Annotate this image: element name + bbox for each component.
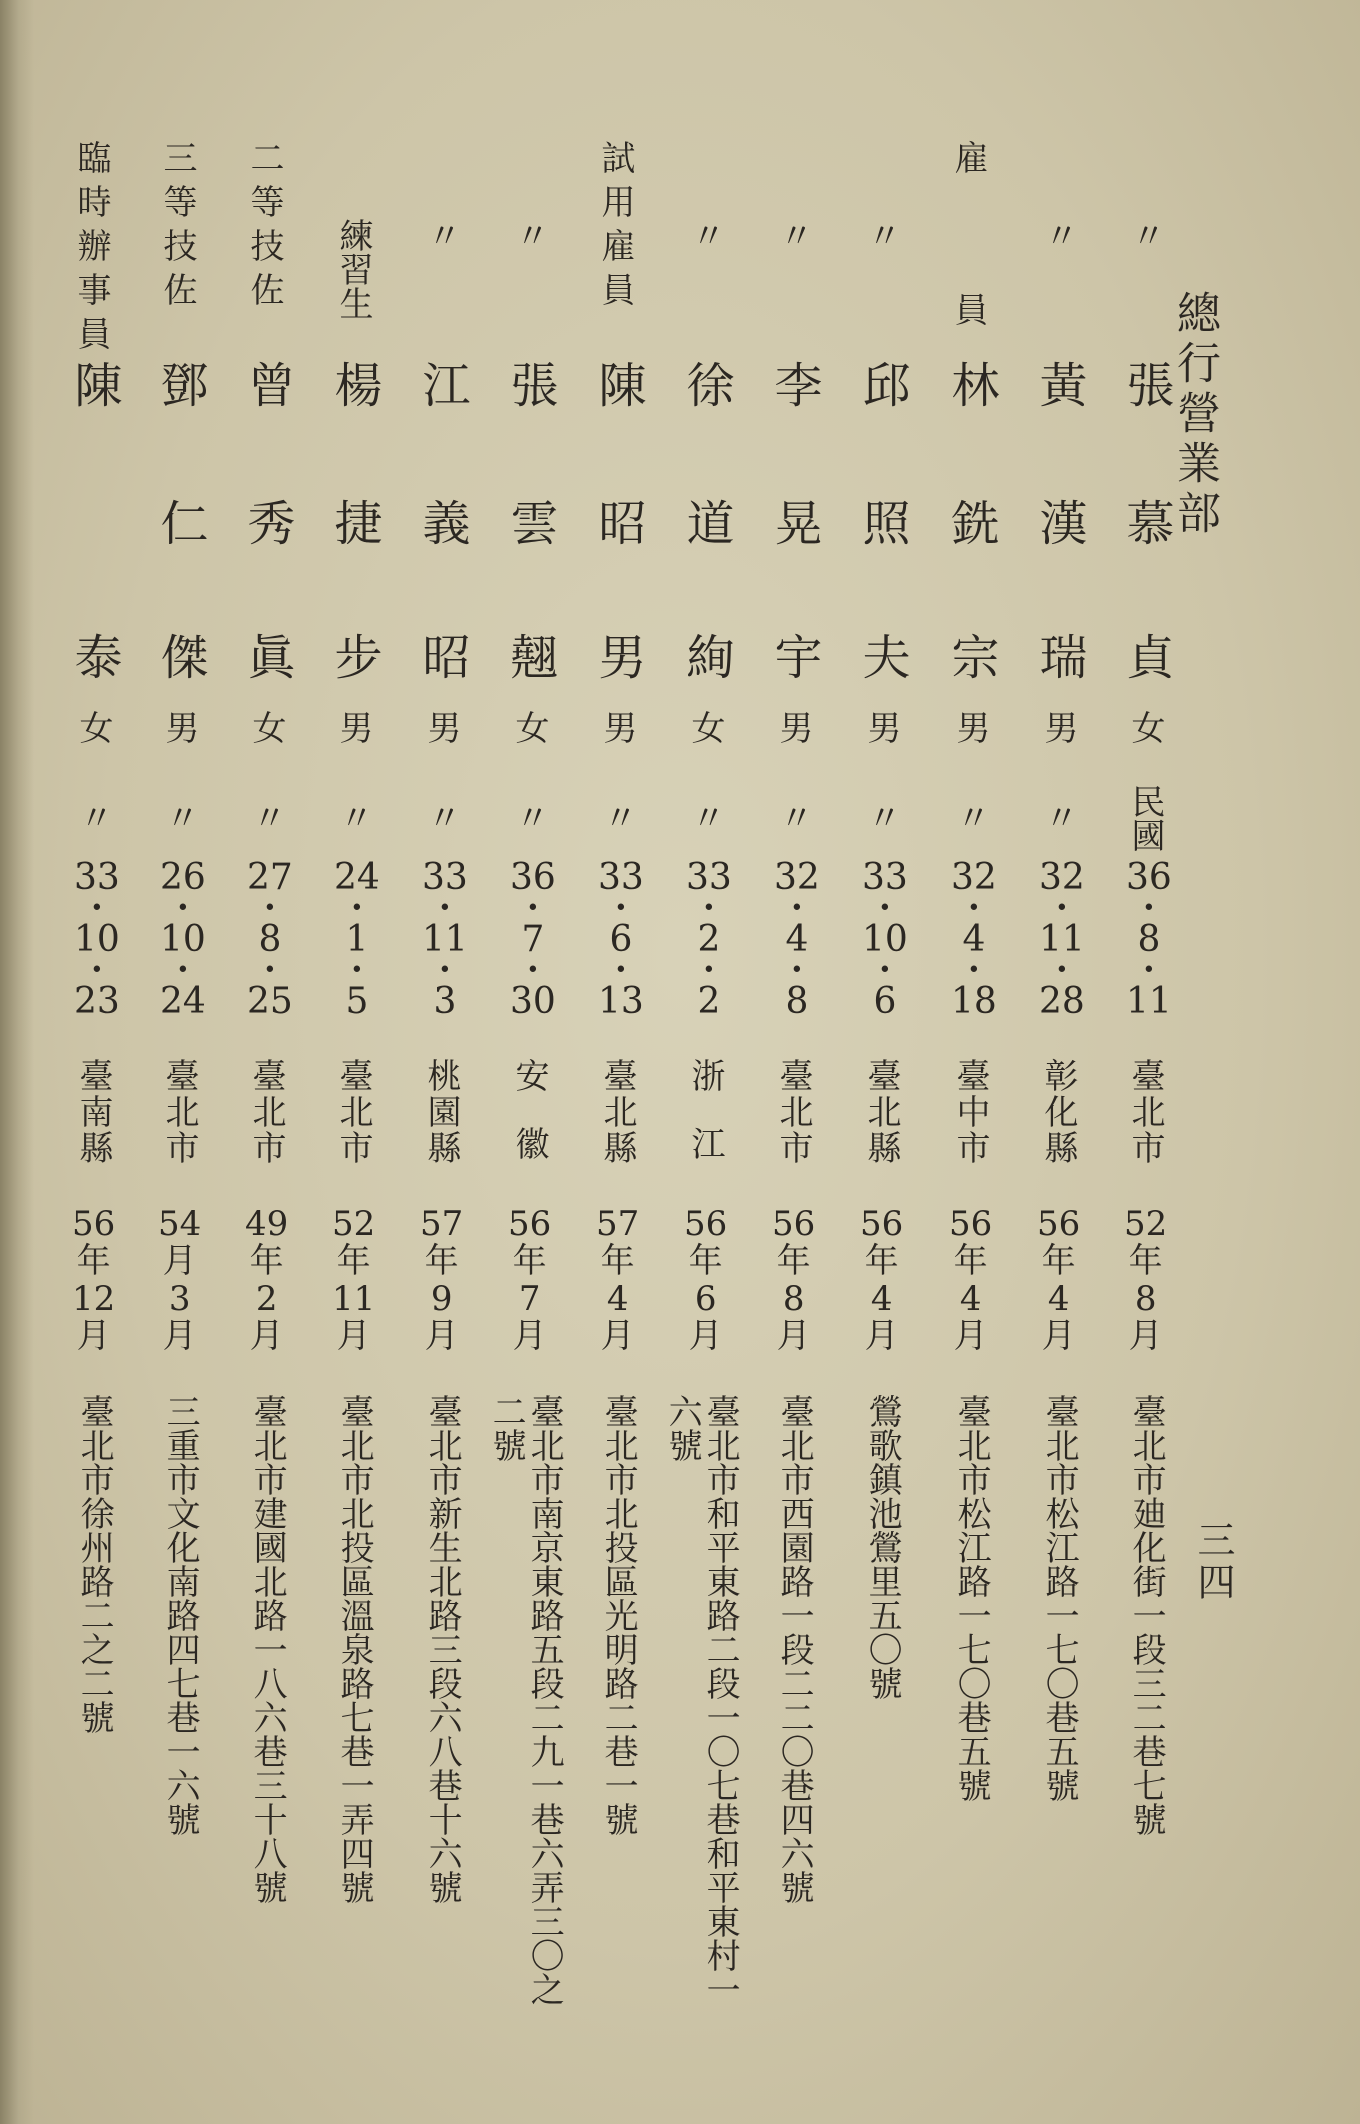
page-spine-shadow <box>0 0 34 2124</box>
employee-birth-date <box>862 857 908 1022</box>
start-date-part: 月 <box>776 1316 811 1357</box>
start-date-part: 4 <box>606 1278 629 1319</box>
start-date-part: 月 <box>336 1316 371 1357</box>
employee-address: 臺北市徐州路二之二號 <box>74 1394 115 1734</box>
birth-date-part: 36 <box>510 857 556 898</box>
employee-nationality: 民國 <box>1125 784 1165 852</box>
employee-birth-date <box>686 857 732 1022</box>
date-separator: • <box>790 896 804 921</box>
employee-origin: 臺北縣 <box>861 1058 901 1166</box>
employee-birth-date <box>160 857 206 1022</box>
employee-title: 練習生 <box>333 218 373 320</box>
employee-given-name: 秀 <box>239 498 295 546</box>
employee-nationality: 〃 <box>73 800 113 834</box>
employee-origin: 彰化縣 <box>1038 1058 1078 1166</box>
employee-origin: 臺南縣 <box>73 1058 113 1166</box>
employee-origin: 臺北市 <box>159 1058 199 1166</box>
start-date-part: 4 <box>870 1278 893 1319</box>
employee-surname: 邱 <box>854 360 910 408</box>
date-separator: • <box>350 896 364 921</box>
start-date-part: 8 <box>782 1278 805 1319</box>
start-date-part: 年 <box>512 1241 547 1282</box>
birth-date-part: 24 <box>160 981 206 1022</box>
start-date-part: 月 <box>1041 1316 1076 1357</box>
start-date-part: 56 <box>949 1204 993 1244</box>
employee-birth-date <box>247 857 293 1022</box>
start-date-part: 年 <box>336 1241 371 1282</box>
birth-date-part: 33 <box>422 857 468 898</box>
employee-origin: 臺北市 <box>246 1058 286 1166</box>
employee-address: 臺北市建國北路一八六巷三十八號 <box>247 1394 288 1904</box>
birth-date-part: 25 <box>247 981 293 1022</box>
employee-start-date <box>158 1206 201 1356</box>
employee-given-name: 宗 <box>943 632 999 680</box>
employee-sex: 女 <box>509 710 549 744</box>
birth-date-part: 33 <box>74 857 120 898</box>
employee-nationality: 〃 <box>246 800 286 834</box>
date-separator: • <box>526 958 540 983</box>
start-date-part: 月 <box>688 1316 723 1357</box>
birth-date-part: 4 <box>785 919 809 960</box>
start-date-part: 56 <box>684 1204 728 1244</box>
start-date-part: 月 <box>249 1316 284 1357</box>
employee-title: 員 <box>948 292 988 326</box>
date-separator: • <box>1142 896 1156 921</box>
employee-sex: 男 <box>421 710 461 744</box>
employee-given-name: 宇 <box>766 632 822 680</box>
employee-given-name: 慕 <box>1118 498 1174 546</box>
start-date-part: 年 <box>249 1241 284 1282</box>
employee-origin: 臺北市 <box>333 1058 373 1166</box>
employee-origin: 臺北市 <box>773 1058 813 1166</box>
employee-origin: 臺北市 <box>1125 1058 1165 1166</box>
start-date-part: 年 <box>1041 1241 1076 1282</box>
start-date-part: 52 <box>332 1204 376 1244</box>
date-separator: • <box>526 896 540 921</box>
birth-date-part: 1 <box>345 919 369 960</box>
employee-nationality: 〃 <box>509 800 549 834</box>
birth-date-part: 2 <box>697 919 721 960</box>
birth-date-part: 3 <box>433 981 457 1022</box>
start-date-part: 年 <box>776 1241 811 1282</box>
employee-nationality: 〃 <box>159 800 199 834</box>
employee-given-name: 男 <box>590 632 646 680</box>
start-date-part: 月 <box>162 1316 197 1357</box>
start-date-part: 月 <box>424 1316 459 1357</box>
employee-nationality: 〃 <box>1038 800 1078 834</box>
employee-given-name: 瑞 <box>1031 632 1087 680</box>
employee-origin: 安徽 <box>509 1058 549 1194</box>
employee-start-date <box>1124 1206 1167 1356</box>
employee-nationality: 〃 <box>773 800 813 834</box>
start-date-part: 4 <box>959 1278 982 1319</box>
employee-address: 臺北市新生北路三段六八巷十六號 <box>422 1394 463 1904</box>
start-date-part: 56 <box>772 1204 816 1244</box>
employee-given-name: 銑 <box>943 498 999 546</box>
employee-address: 臺北市西園路一段二二〇巷四六號 <box>774 1394 815 1904</box>
start-date-part: 7 <box>518 1278 541 1319</box>
employee-surname: 陳 <box>66 360 122 408</box>
date-separator: • <box>878 958 892 983</box>
employee-address: 六號 <box>662 1394 703 1462</box>
date-separator: • <box>350 958 364 983</box>
date-separator: • <box>263 896 277 921</box>
start-date-part: 3 <box>168 1278 191 1319</box>
employee-address: 臺北市南京東路五段二九一巷六弄三〇之 <box>524 1394 565 2006</box>
date-separator: • <box>90 958 104 983</box>
start-date-part: 57 <box>420 1204 464 1244</box>
employee-origin: 臺中市 <box>950 1058 990 1166</box>
birth-date-part: 30 <box>510 981 556 1022</box>
employee-title: 二等技佐 <box>244 140 284 316</box>
birth-date-part: 11 <box>1126 981 1172 1022</box>
birth-date-part: 11 <box>422 919 468 960</box>
employee-address: 臺北市和平東路二段一〇七巷和平東村一 <box>700 1394 741 2006</box>
employee-title: 臨時辦事員 <box>71 140 111 360</box>
employee-sex: 男 <box>333 710 373 744</box>
employee-birth-date <box>422 857 468 1022</box>
employee-title: 〃 <box>1038 218 1078 252</box>
birth-date-part: 10 <box>160 919 206 960</box>
birth-date-part: 28 <box>1039 981 1085 1022</box>
birth-date-part: 8 <box>785 981 809 1022</box>
employee-address: 臺北市北投區光明路二巷一號 <box>598 1394 639 1836</box>
date-separator: • <box>878 896 892 921</box>
date-separator: • <box>1055 896 1069 921</box>
employee-birth-date <box>510 857 556 1022</box>
start-date-part: 56 <box>72 1204 116 1244</box>
employee-sex: 男 <box>861 710 901 744</box>
birth-date-part: 5 <box>345 981 369 1022</box>
employee-address: 二號 <box>486 1394 527 1462</box>
employee-birth-date <box>774 857 820 1022</box>
date-separator: • <box>967 958 981 983</box>
employee-given-name: 昭 <box>590 498 646 546</box>
employee-given-name: 泰 <box>66 632 122 680</box>
start-date-part: 年 <box>953 1241 988 1282</box>
date-separator: • <box>90 896 104 921</box>
start-date-part: 9 <box>430 1278 453 1319</box>
start-date-part: 月 <box>864 1316 899 1357</box>
employee-address: 臺北市廸化街一段三二巷七號 <box>1126 1394 1167 1836</box>
birth-date-part: 10 <box>74 919 120 960</box>
employee-nationality: 〃 <box>597 800 637 834</box>
employee-given-name: 昭 <box>414 632 470 680</box>
date-separator: • <box>614 958 628 983</box>
employee-title: 〃 <box>685 218 725 252</box>
employee-title: 試用雇員 <box>595 140 635 316</box>
employee-given-name: 雲 <box>502 498 558 546</box>
birth-date-part: 6 <box>873 981 897 1022</box>
employee-start-date <box>72 1206 115 1356</box>
start-date-part: 年 <box>864 1241 899 1282</box>
employee-nationality: 〃 <box>861 800 901 834</box>
employee-birth-date <box>951 857 997 1022</box>
birth-date-part: 8 <box>1137 919 1161 960</box>
employee-surname: 張 <box>502 360 558 408</box>
birth-date-part: 36 <box>1126 857 1172 898</box>
employee-start-date <box>596 1206 639 1356</box>
employee-surname: 陳 <box>590 360 646 408</box>
start-date-part: 月 <box>600 1316 635 1357</box>
employee-nationality: 〃 <box>950 800 990 834</box>
employee-given-name: 步 <box>326 632 382 680</box>
employee-surname: 鄧 <box>152 360 208 408</box>
employee-birth-date <box>1039 857 1085 1022</box>
employee-title: 〃 <box>773 218 813 252</box>
date-separator: • <box>438 958 452 983</box>
employee-nationality: 〃 <box>333 800 373 834</box>
employee-given-name: 照 <box>854 498 910 546</box>
employee-start-date <box>245 1206 288 1356</box>
start-date-part: 12 <box>72 1278 116 1319</box>
start-date-part: 年 <box>76 1241 111 1282</box>
employee-given-name: 捷 <box>326 498 382 546</box>
employee-given-name: 漢 <box>1031 498 1087 546</box>
employee-address: 臺北市松江路一七〇巷五號 <box>1039 1394 1080 1802</box>
employee-given-name: 義 <box>414 498 470 546</box>
birth-date-part: 23 <box>74 981 120 1022</box>
date-separator: • <box>176 958 190 983</box>
employee-birth-date <box>598 857 644 1022</box>
birth-date-part: 33 <box>862 857 908 898</box>
employee-given-name: 夫 <box>854 632 910 680</box>
start-date-part: 月 <box>953 1316 988 1357</box>
date-separator: • <box>263 958 277 983</box>
start-date-part: 月 <box>76 1316 111 1357</box>
employee-given-name: 絢 <box>678 632 734 680</box>
start-date-part: 11 <box>332 1278 376 1319</box>
employee-surname: 張 <box>1118 360 1174 408</box>
employee-start-date <box>684 1206 727 1356</box>
date-separator: • <box>702 958 716 983</box>
employee-sex: 女 <box>246 710 286 744</box>
employee-address: 鶯歌鎮池鶯里五〇號 <box>862 1394 903 1700</box>
birth-date-part: 13 <box>598 981 644 1022</box>
section-title: 總行營業部 <box>1169 290 1220 540</box>
date-separator: • <box>702 896 716 921</box>
employee-start-date <box>949 1206 992 1356</box>
date-separator: • <box>790 958 804 983</box>
employee-surname: 李 <box>766 360 822 408</box>
employee-title: 〃 <box>509 218 549 252</box>
employee-address: 三重市文化南路四七巷一六號 <box>160 1394 201 1836</box>
start-date-part: 年 <box>424 1241 459 1282</box>
birth-date-part: 32 <box>774 857 820 898</box>
employee-start-date <box>420 1206 463 1356</box>
employee-start-date <box>860 1206 903 1356</box>
employee-sex: 男 <box>159 710 199 744</box>
employee-surname: 曾 <box>239 360 295 408</box>
employee-given-name: 仁 <box>152 498 208 546</box>
start-date-part: 年 <box>1128 1241 1163 1282</box>
start-date-part: 月 <box>512 1316 547 1357</box>
start-date-part: 月 <box>162 1241 197 1282</box>
employee-sex: 女 <box>73 710 113 744</box>
employee-surname: 徐 <box>678 360 734 408</box>
employee-nationality: 〃 <box>685 800 725 834</box>
employee-given-name: 貞 <box>1118 632 1174 680</box>
start-date-part: 年 <box>688 1241 723 1282</box>
start-date-part: 56 <box>508 1204 552 1244</box>
start-date-part: 56 <box>860 1204 904 1244</box>
date-separator: • <box>1142 958 1156 983</box>
start-date-part: 8 <box>1134 1278 1157 1319</box>
start-date-part: 52 <box>1124 1204 1168 1244</box>
start-date-part: 年 <box>600 1241 635 1282</box>
birth-date-part: 8 <box>258 919 282 960</box>
employee-birth-date <box>74 857 120 1022</box>
employee-given-name: 眞 <box>239 632 295 680</box>
birth-date-part: 10 <box>862 919 908 960</box>
birth-date-part: 4 <box>962 919 986 960</box>
birth-date-part: 2 <box>697 981 721 1022</box>
employee-surname: 楊 <box>326 360 382 408</box>
employee-start-date <box>772 1206 815 1356</box>
date-separator: • <box>1055 958 1069 983</box>
employee-address: 臺北市松江路一七〇巷五號 <box>951 1394 992 1802</box>
employee-given-name: 晃 <box>766 498 822 546</box>
employee-birth-date <box>334 857 380 1022</box>
employee-origin: 浙江 <box>685 1058 725 1194</box>
employee-surname: 江 <box>414 360 470 408</box>
employee-birth-date <box>1126 857 1172 1022</box>
start-date-part: 54 <box>158 1204 202 1244</box>
employee-sex: 女 <box>1125 710 1165 744</box>
employee-nationality: 〃 <box>421 800 461 834</box>
birth-date-part: 33 <box>598 857 644 898</box>
date-separator: • <box>614 896 628 921</box>
date-separator: • <box>967 896 981 921</box>
employee-given-name: 傑 <box>152 632 208 680</box>
start-date-part: 2 <box>255 1278 278 1319</box>
birth-date-part: 27 <box>247 857 293 898</box>
employee-title: 雇 <box>948 140 988 174</box>
start-date-part: 49 <box>245 1204 289 1244</box>
employee-address: 臺北市北投區溫泉路七巷一弄四號 <box>334 1394 375 1904</box>
start-date-part: 57 <box>596 1204 640 1244</box>
birth-date-part: 18 <box>951 981 997 1022</box>
start-date-part: 月 <box>1128 1316 1163 1357</box>
start-date-part: 4 <box>1047 1278 1070 1319</box>
employee-title: 三等技佐 <box>157 140 197 316</box>
birth-date-part: 7 <box>521 919 545 960</box>
employee-origin: 臺北縣 <box>597 1058 637 1166</box>
employee-given-name: 道 <box>678 498 734 546</box>
date-separator: • <box>176 896 190 921</box>
birth-date-part: 6 <box>609 919 633 960</box>
employee-sex: 男 <box>1038 710 1078 744</box>
birth-date-part: 32 <box>951 857 997 898</box>
employee-title: 〃 <box>421 218 461 252</box>
employee-sex: 男 <box>950 710 990 744</box>
employee-start-date <box>1037 1206 1080 1356</box>
birth-date-part: 33 <box>686 857 732 898</box>
employee-title: 〃 <box>1125 218 1165 252</box>
page-number: 三四 <box>1191 1520 1235 1604</box>
birth-date-part: 11 <box>1039 919 1085 960</box>
birth-date-part: 24 <box>334 857 380 898</box>
employee-origin: 桃園縣 <box>421 1058 461 1166</box>
date-separator: • <box>438 896 452 921</box>
employee-surname: 林 <box>943 360 999 408</box>
birth-date-part: 32 <box>1039 857 1085 898</box>
employee-surname: 黃 <box>1031 360 1087 408</box>
start-date-part: 6 <box>694 1278 717 1319</box>
employee-start-date <box>508 1206 551 1356</box>
employee-sex: 女 <box>685 710 725 744</box>
employee-title: 〃 <box>861 218 901 252</box>
employee-given-name: 翹 <box>502 632 558 680</box>
employee-sex: 男 <box>773 710 813 744</box>
employee-start-date <box>332 1206 375 1356</box>
birth-date-part: 26 <box>160 857 206 898</box>
start-date-part: 56 <box>1037 1204 1081 1244</box>
employee-sex: 男 <box>597 710 637 744</box>
